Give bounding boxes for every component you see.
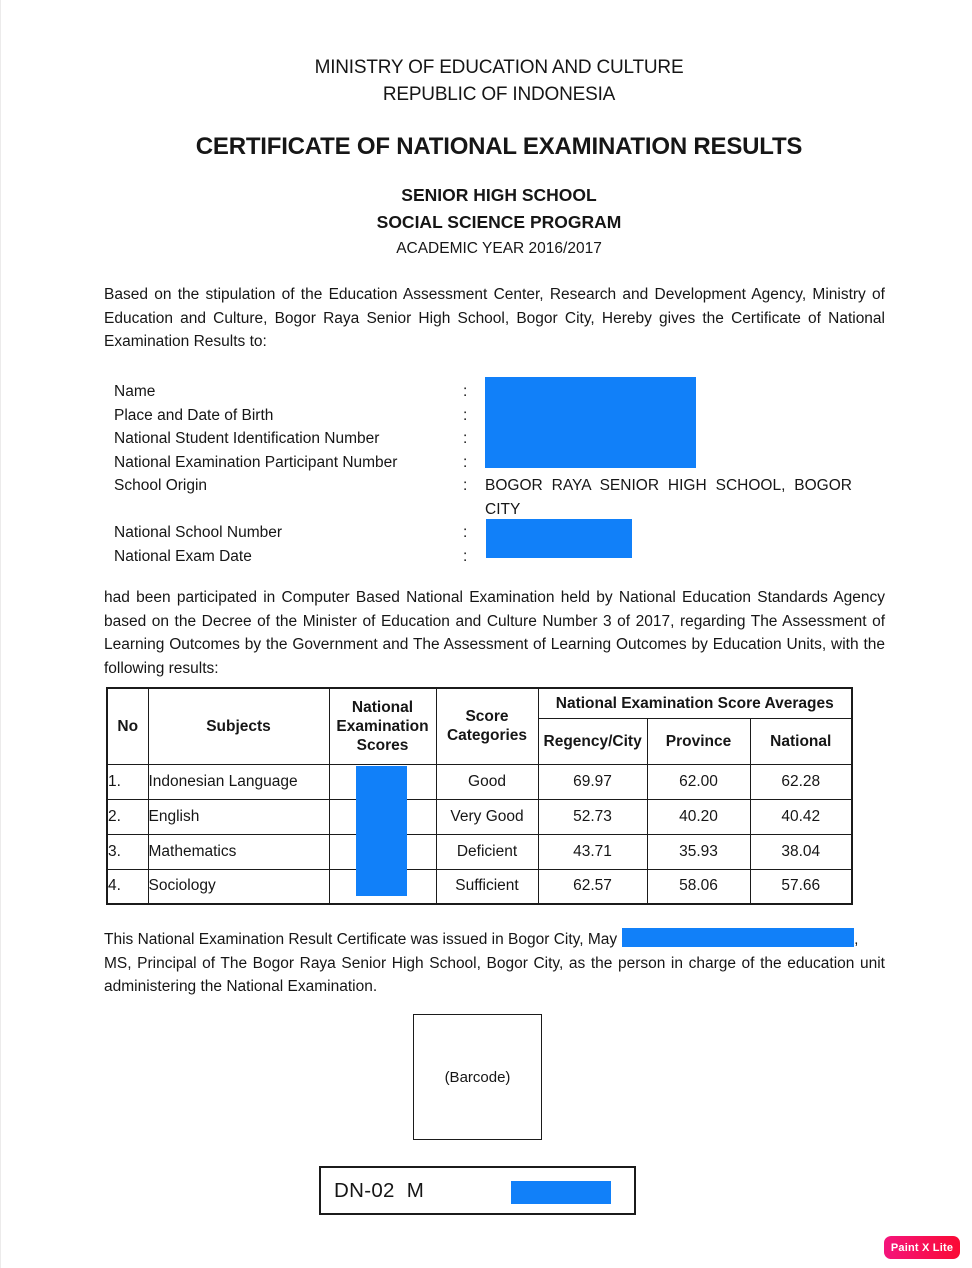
col-header-score-categories: Score Categories <box>436 688 538 764</box>
participation-paragraph-text: had been participated in Computer Based National Examination held by National Education Standards Agency based on the Decree of the Minister of Education and Culture Number 3 of 2017, regarding The Assessment of Learning Outcomes by the Government and The Assessment of Learning Outcomes by Education Units, with the following results: <box>104 589 885 677</box>
field-label: National Exam Date <box>114 547 252 565</box>
field-value: BOGOR RAYA SENIOR HIGH SCHOOL, BOGOR CITY <box>485 477 852 518</box>
cell-national: 62.28 <box>750 764 852 799</box>
cell-national: 40.42 <box>750 799 852 834</box>
subtitle-academic-year: ACADEMIC YEAR 2016/2017 <box>396 240 602 257</box>
barcode-label: (Barcode) <box>444 1068 511 1086</box>
cell-subject: Indonesian Language <box>148 764 329 799</box>
paint-x-lite-label: Paint X Lite <box>890 1241 954 1254</box>
cell-province: 58.06 <box>647 869 750 904</box>
cell-no: 3. <box>107 834 148 869</box>
cell-regency-city: 52.73 <box>538 799 647 834</box>
redaction-box-footer-code <box>511 1181 611 1204</box>
participation-paragraph <box>104 586 885 680</box>
col-header-regency-city: Regency/City <box>538 718 647 764</box>
redaction-box-personal-data <box>485 377 696 468</box>
cell-category: Very Good <box>436 799 538 834</box>
field-colon: : <box>463 383 468 400</box>
subtitle-school-level: SENIOR HIGH SCHOOL <box>401 185 597 205</box>
paint-x-lite-watermark-badge <box>884 1236 960 1259</box>
intro-paragraph <box>104 283 885 354</box>
col-header-province: Province <box>647 718 750 764</box>
cell-province: 40.20 <box>647 799 750 834</box>
redaction-box-exam-scores <box>356 766 407 896</box>
cell-national: 57.66 <box>750 869 852 904</box>
cell-subject: Mathematics <box>148 834 329 869</box>
table-row <box>107 799 852 834</box>
field-colon: : <box>463 453 468 471</box>
ministry-line-2: REPUBLIC OF INDONESIA <box>382 84 616 105</box>
cell-category: Good <box>436 764 538 799</box>
results-table-container <box>106 687 853 905</box>
cell-regency-city: 69.97 <box>538 764 647 799</box>
col-header-subjects: Subjects <box>148 688 329 764</box>
field-colon: : <box>463 477 468 494</box>
field-label: National School Number <box>114 524 283 541</box>
cell-category: Deficient <box>436 834 538 869</box>
cell-category: Sufficient <box>436 869 538 904</box>
results-table <box>106 687 853 905</box>
ministry-line-1: MINISTRY OF EDUCATION AND CULTURE <box>314 57 684 78</box>
cell-province: 35.93 <box>647 834 750 869</box>
redaction-box-issue-date <box>622 928 854 947</box>
field-label: Place and Date of Birth <box>114 406 274 424</box>
field-label: National Examination Participant Number <box>114 453 398 471</box>
field-colon: : <box>463 547 468 565</box>
closing-line-1-prefix: This National Examination Result Certificate was issued in Bogor City, May <box>104 931 618 948</box>
cell-national: 38.04 <box>750 834 852 869</box>
closing-paragraph <box>104 928 885 999</box>
cell-subject: English <box>148 799 329 834</box>
cell-no: 4. <box>107 869 148 904</box>
footer-code-text: DN-02 M <box>334 1178 425 1202</box>
col-header-averages-group: National Examination Score Averages <box>538 688 852 718</box>
col-header-national: National <box>750 718 852 764</box>
cell-no: 1. <box>107 764 148 799</box>
col-header-national-exam-scores: National Examination Scores <box>329 688 436 764</box>
col-header-no: No <box>107 688 148 764</box>
intro-paragraph-text: Based on the stipulation of the Education Assessment Center, Research and Development Agency, Ministry of Education and Culture, Bogor Raya Senior High School, Bogor City, Hereby gives the Certificate of National Examination Results to: <box>104 286 885 350</box>
field-label: Name <box>114 383 156 400</box>
field-row-school-origin <box>114 474 885 521</box>
table-row <box>107 834 852 869</box>
table-row <box>107 764 852 799</box>
field-label: School Origin <box>114 477 208 494</box>
cell-subject: Sociology <box>148 869 329 904</box>
field-colon: : <box>463 430 468 447</box>
cell-no: 2. <box>107 799 148 834</box>
barcode-placeholder-box <box>413 1014 542 1140</box>
field-colon: : <box>463 406 468 424</box>
closing-line-1 <box>104 928 885 952</box>
document-title: CERTIFICATE OF NATIONAL EXAMINATION RESULTS <box>195 133 803 160</box>
field-colon: : <box>463 524 468 541</box>
field-label: National Student Identification Number <box>114 430 380 447</box>
cell-province: 62.00 <box>647 764 750 799</box>
closing-paragraph-text: MS, Principal of The Bogor Raya Senior High School, Bogor City, as the person in charge of the education unit administering the National Examination. <box>104 954 885 995</box>
subtitle-program: SOCIAL SCIENCE PROGRAM <box>376 212 622 232</box>
table-row <box>107 869 852 904</box>
redaction-box-school-number-date <box>486 519 632 558</box>
cell-regency-city: 43.71 <box>538 834 647 869</box>
closing-line-1-suffix: , <box>854 931 859 948</box>
cell-regency-city: 62.57 <box>538 869 647 904</box>
